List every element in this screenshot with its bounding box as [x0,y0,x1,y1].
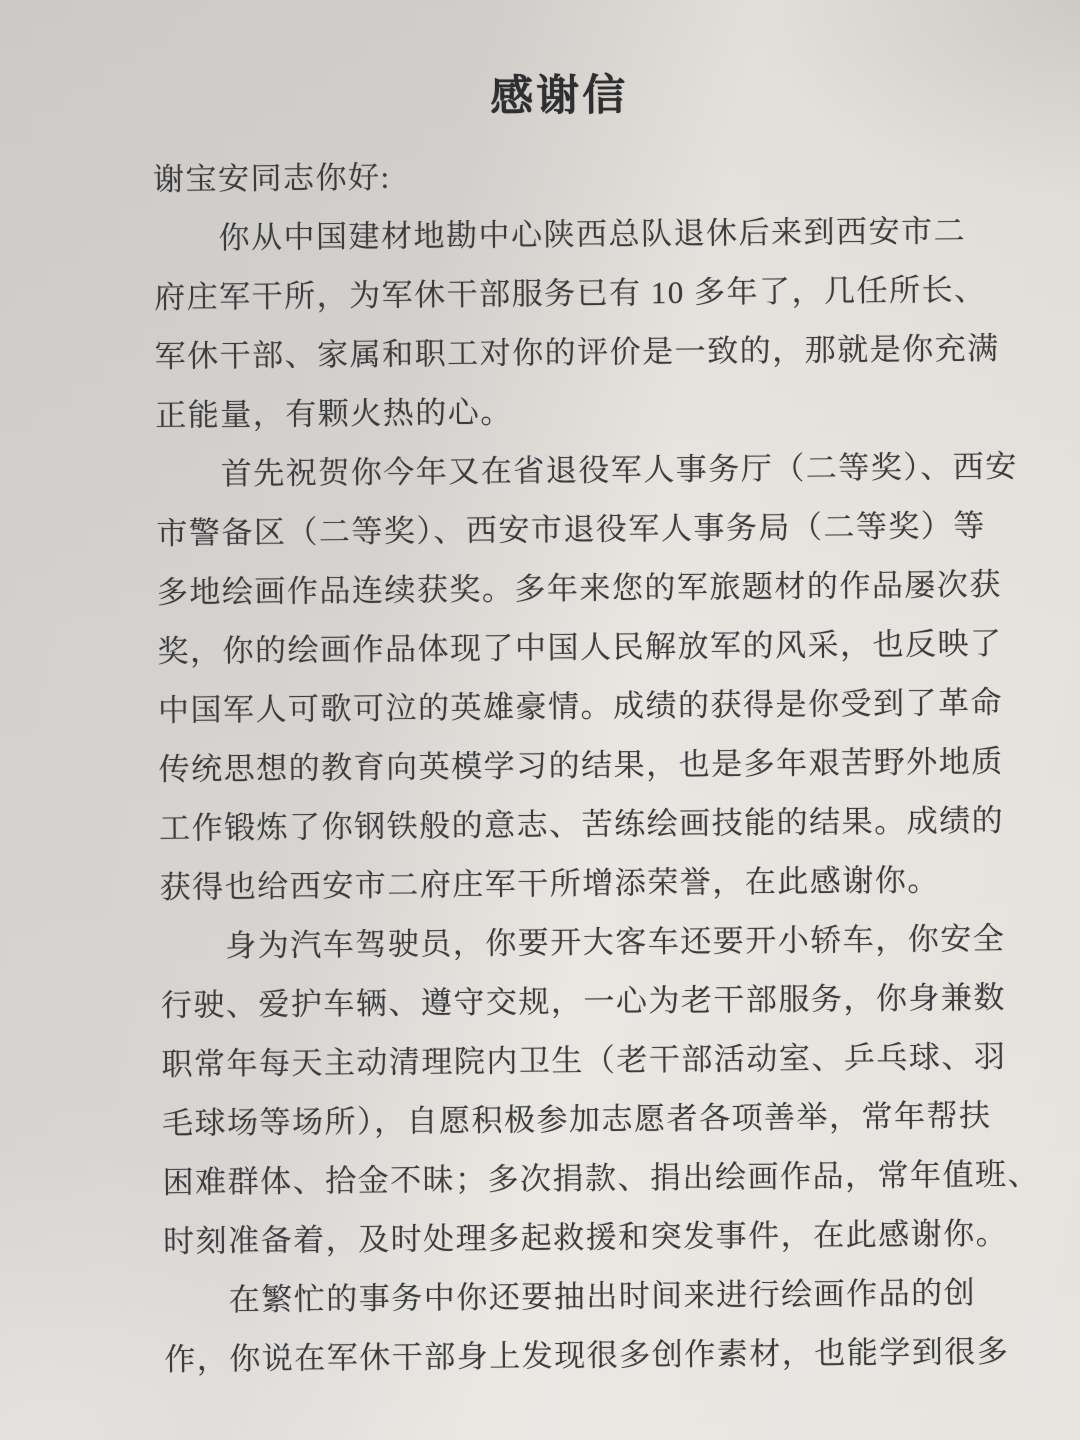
letter-line: 毛球场等场所），自愿积极参加志愿者各项善举，常年帮扶 [161,1097,992,1141]
letter-line: 身为汽车驾驶员，你要开大客车还要开小轿车，你安全 [225,920,1006,964]
letter-body [152,142,1041,1389]
letter-line: 传统思想的教育向英模学习的结果，也是多年艰苦野外地质 [158,743,1004,787]
letter-line: 正能量，有颗火热的心。 [155,394,513,433]
letter-line: 获得也给西安市二府庄军干所增添荣誉，在此感谢你。 [159,862,940,905]
letter-line: 军休干部、家属和职工对你的评价是一致的，那就是你充满 [154,330,1000,374]
letter-line: 多地绘画作品连续获奖。多年来您的军旅题材的作品屡次获 [156,566,1003,610]
letter-line: 府庄军干所，为军休干部服务已有 10 多年了，几任所长、 [153,271,987,315]
letter-content [152,70,1041,1389]
letter-line: 时刻准备着，及时处理多起救援和突发事件，在此感谢你。 [163,1215,1009,1259]
letter-line: 在繁忙的事务中你还要抽出时间来进行绘画作品的创 [228,1275,977,1318]
letter-line: 困难群体、拾金不昧；多次捐款、捐出绘画作品，常年值班、 [162,1156,1041,1200]
salutation-line: 谢宝安同志你好: [152,159,391,197]
letter-line: 职常年每天主动清理院内卫生（老干部活动室、乒乓球、羽 [161,1038,1007,1082]
letter-line: 市警备区（二等奖）、西安市退役军人事务局（二等奖）等 [156,508,987,551]
letter-line: 行驶、爱护车辆、遵守交规，一心为老干部服务，你身兼数 [160,979,1007,1023]
letter-line: 你从中国建材地勘中心陕西总队退休后来到西安市二 [218,213,967,256]
letter-line: 作，你说在军休干部身上发现很多创作素材，也能学到很多 [164,1333,1010,1377]
letter-line: 中国军人可歌可泣的英雄豪情。成绩的获得是你受到了革命 [157,684,1004,728]
letter-line: 奖，你的绘画作品体现了中国人民解放军的风采，也反映了 [157,625,1003,669]
letter-line: 工作锻炼了你钢铁般的意志、苦练绘画技能的结果。成绩的 [159,802,1005,846]
letter-line: 首先祝贺你今年又在省退役军人事务厅（二等奖）、西安 [220,448,1018,492]
letter-title: 感谢信 [489,72,629,121]
